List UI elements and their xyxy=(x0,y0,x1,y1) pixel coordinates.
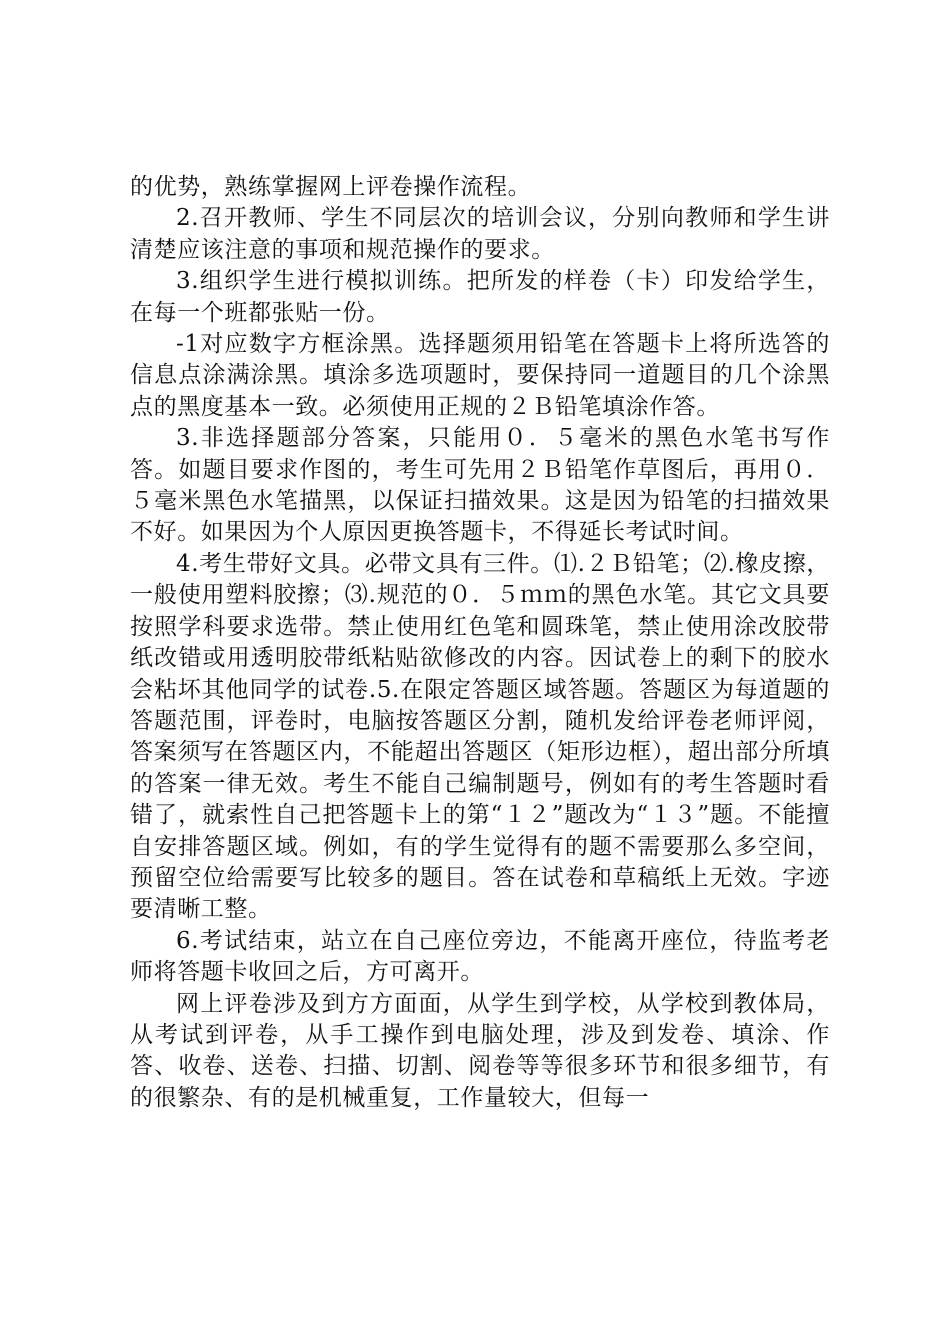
paragraph-stationery: 4.考生带好文具。必带文具有三件。⑴.２Ｂ铅笔；⑵.橡皮擦，一般使用塑料胶擦；⑶.规范的０．５ｍｍ的黑色水笔。其它文具要按照学科要求选带。禁止使用红色笔和圆珠笔，禁止使用涂改胶带纸改错或用透明胶带纸粘贴欲修改的内容。因试卷上的剩下的胶水会粘坏其他同学的试卷.5.在限定答题区域答题。答题区为每道题的答题范围，评卷时，电脑按答题区分割，随机发给评卷老师评阅，答案须写在答题区内，不能超出答题区（矩形边框），超出部分所填的答案一律无效。考生不能自己编制题号，例如有的考生答题时看错了，就索性自己把答题卡上的第“１２”题改为“１３”题。不能擅自安排答题区域。例如，有的学生觉得有的题不需要那么多空间，预留空位给需要写比较多的题目。答在试卷和草稿纸上无效。字迹要清晰工整。 xyxy=(130,550,830,923)
document-body xyxy=(130,172,830,1114)
paragraph-non-choice-answers: 3.非选择题部分答案，只能用０．５毫米的黑色水笔书写作答。如题目要求作图的，考生可先用２Ｂ铅笔作草图后，再用０．５毫米黑色水笔描黑，以保证扫描效果。这是因为铅笔的扫描效果不好。如果因为个人原因更换答题卡，不得延长考试时间。 xyxy=(130,425,830,546)
paragraph-item-3: 3.组织学生进行模拟训练。把所发的样卷（卡）印发给学生，在每一个班都张贴一份。 xyxy=(130,268,830,326)
paragraph-item-2: 2.召开教师、学生不同层次的培训会议，分别向教师和学生讲清楚应该注意的事项和规范操作的要求。 xyxy=(130,205,830,263)
paragraph-fill-instructions: -1对应数字方框涂黑。选择题须用铅笔在答题卡上将所选答的信息点涂满涂黑。填涂多选项题时，要保持同一道题目的几个涂黑点的黑度基本一致。必须使用正规的２Ｂ铅笔填涂作答。 xyxy=(130,331,830,420)
paragraph-online-marking: 网上评卷涉及到方方面面，从学生到学校，从学校到教体局，从考试到评卷，从手工操作到电脑处理，涉及到发卷、填涂、作答、收卷、送卷、扫描、切割、阅卷等等很多环节和很多细节，有的很繁杂、有的是机械重复，工作量较大，但每一 xyxy=(130,990,830,1111)
paragraph-exam-end: 6.考试结束，站立在自己座位旁边，不能离开座位，待监考老师将答题卡收回之后，方可离开。 xyxy=(130,927,830,986)
paragraph-continuation: 的优势，熟练掌握网上评卷操作流程。 xyxy=(130,174,532,200)
